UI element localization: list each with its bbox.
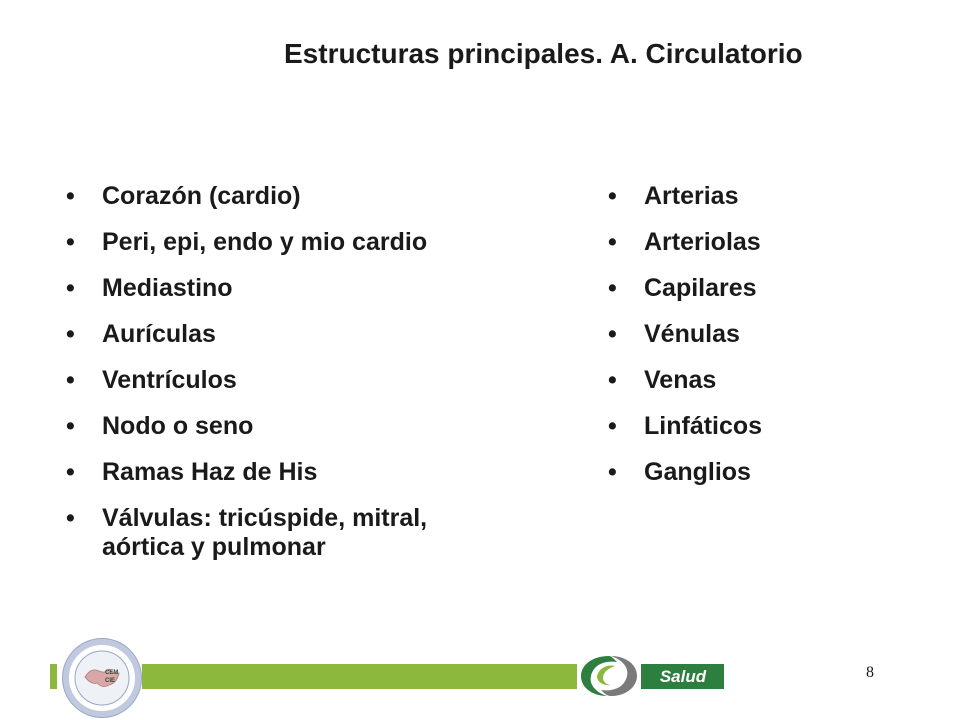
bullet-icon: •	[608, 274, 617, 302]
bullet-icon: •	[66, 504, 75, 532]
list-item: • Capilares	[608, 274, 757, 302]
left-bullet-list	[66, 182, 566, 579]
list-item: • Linfáticos	[608, 412, 763, 440]
list-item: • Aurículas	[66, 320, 216, 348]
bullet-icon: •	[66, 458, 75, 486]
list-item: • Arteriolas	[608, 228, 761, 256]
list-item: • Nodo o seno	[66, 412, 254, 440]
seal-text-2: CIE	[105, 678, 116, 684]
bullet-icon: •	[608, 320, 617, 348]
list-item: • Venas	[608, 366, 717, 394]
bullet-icon: •	[608, 458, 617, 486]
list-item: • Arterias	[608, 182, 739, 210]
seal-text-1: CEM	[105, 670, 119, 676]
right-bullet-list	[608, 182, 928, 504]
list-item: • Corazón (cardio)	[66, 182, 301, 210]
list-item: • Peri, epi, endo y mio cardio	[66, 228, 428, 256]
seal-logo-icon	[61, 637, 143, 719]
bullet-icon: •	[608, 182, 617, 210]
bullet-icon: •	[66, 366, 75, 394]
bullet-icon: •	[66, 228, 75, 256]
list-item: • Ganglios	[608, 458, 751, 486]
bullet-icon: •	[66, 274, 75, 302]
salud-brand-label: Salud	[659, 667, 707, 686]
list-item: • Ramas Haz de His	[66, 458, 318, 486]
salud-swirl-icon	[577, 652, 641, 700]
bullet-icon: •	[608, 412, 617, 440]
bullet-icon: •	[66, 412, 75, 440]
slide-title: Estructuras principales. A. Circulatorio	[284, 38, 803, 69]
bullet-icon: •	[608, 228, 617, 256]
page-number: 8	[866, 664, 874, 681]
list-item: • Ventrículos	[66, 366, 237, 394]
bullet-icon: •	[66, 182, 75, 210]
bullet-icon: •	[608, 366, 617, 394]
footer-bar-left	[50, 664, 57, 689]
list-item: • Mediastino	[66, 274, 233, 302]
list-item: • Vénulas	[608, 320, 740, 348]
list-item: • Válvulas: tricúspide, mitral, aórtica y pulmonar	[66, 504, 428, 561]
footer-bar	[142, 664, 577, 689]
bullet-icon: •	[66, 320, 75, 348]
